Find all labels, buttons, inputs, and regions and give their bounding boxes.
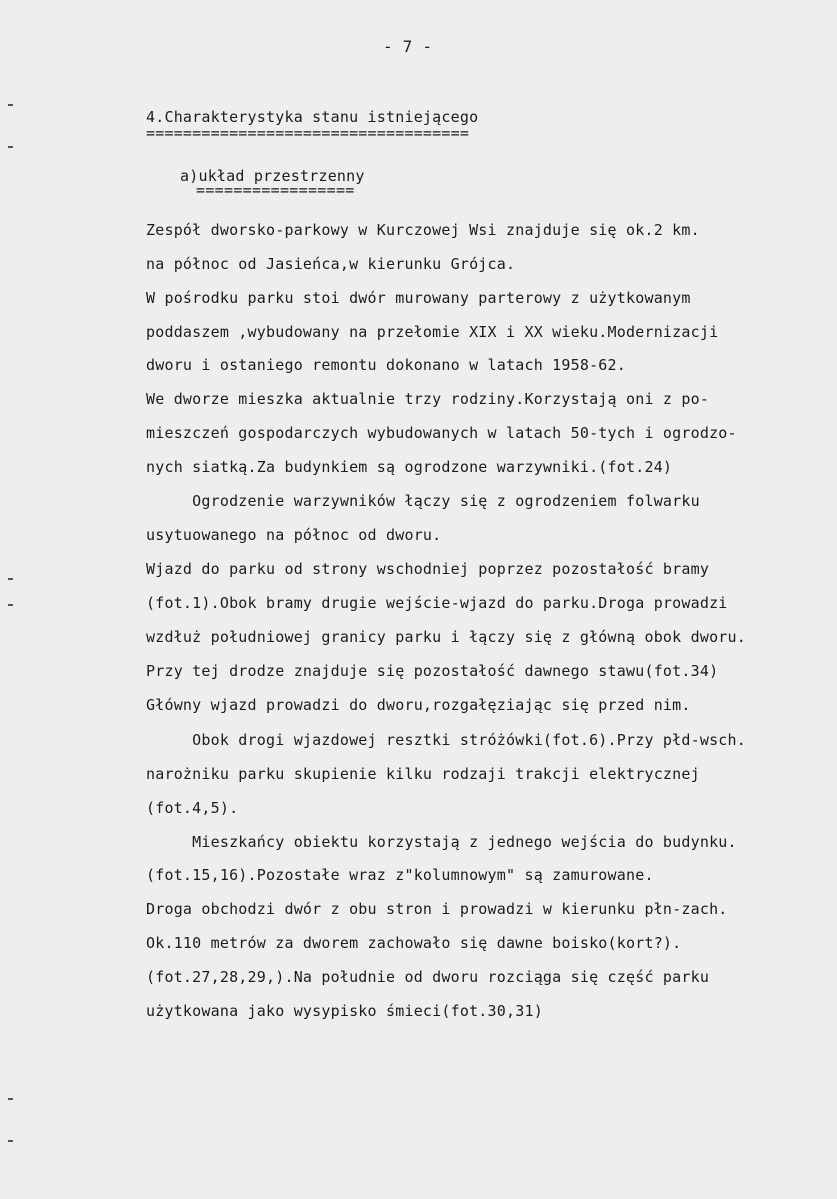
body-text-line: Przy tej drodze znajduje się pozostałość dawnego stawu(fot.34): [146, 662, 719, 680]
body-text-line: Główny wjazd prowadzi do dworu,rozgałęziając się przed nim.: [146, 696, 691, 714]
section-heading: 4.Charakterystyka stanu istniejącego: [146, 108, 479, 126]
margin-punch-mark: [8, 1140, 13, 1142]
margin-punch-mark: [8, 104, 13, 106]
margin-punch-mark: [8, 604, 13, 606]
margin-punch-mark: [8, 146, 13, 148]
body-text-line: narożniku parku skupienie kilku rodzaji trakcji elektrycznej: [146, 765, 700, 783]
subsection-heading-underline: =================: [196, 181, 355, 199]
subsection-heading: a)układ przestrzenny: [180, 167, 365, 185]
section-heading-underline: ===================================: [146, 124, 470, 142]
body-text-line: dworu i ostaniego remontu dokonano w latach 1958-62.: [146, 356, 626, 374]
margin-punch-mark: [8, 1098, 13, 1100]
body-text-line: użytkowana jako wysypisko śmieci(fot.30,31): [146, 1002, 543, 1020]
body-text-line: (fot.4,5).: [146, 799, 239, 817]
body-text-line: (fot.1).Obok bramy drugie wejście-wjazd do parku.Droga prowadzi: [146, 594, 728, 612]
body-text-line: usytuowanego na północ od dworu.: [146, 526, 442, 544]
body-text-line: wzdłuż południowej granicy parku i łączy się z główną obok dworu.: [146, 628, 746, 646]
body-text-line: mieszczeń gospodarczych wybudowanych w latach 50-tych i ogrodzo-: [146, 424, 737, 442]
body-text-line: (fot.27,28,29,).Na południe od dworu rozciąga się część parku: [146, 968, 710, 986]
body-text-line: Droga obchodzi dwór z obu stron i prowadzi w kierunku płn-zach.: [146, 900, 728, 918]
body-text-line: nych siatką.Za budynkiem są ogrodzone warzywniki.(fot.24): [146, 458, 673, 476]
body-text-line: Ogrodzenie warzywników łączy się z ogrodzeniem folwarku: [146, 492, 700, 510]
body-text-line: Ok.110 metrów za dworem zachowało się dawne boisko(kort?).: [146, 934, 682, 952]
body-text-line: (fot.15,16).Pozostałe wraz z"kolumnowym" są zamurowane.: [146, 866, 654, 884]
body-text-line: Zespół dworsko-parkowy w Kurczowej Wsi znajduje się ok.2 km.: [146, 221, 700, 239]
margin-punch-mark: [8, 578, 13, 580]
body-text-line: Wjazd do parku od strony wschodniej poprzez pozostałość bramy: [146, 560, 710, 578]
body-text-line: Obok drogi wjazdowej resztki stróżówki(fot.6).Przy płd-wsch.: [146, 731, 746, 749]
body-text-line: Mieszkańcy obiektu korzystają z jednego wejścia do budynku.: [146, 833, 737, 851]
body-text-line: W pośrodku parku stoi dwór murowany parterowy z użytkowanym: [146, 289, 691, 307]
body-text-line: We dworze mieszka aktualnie trzy rodziny.Korzystają oni z po-: [146, 390, 710, 408]
page-number: - 7 -: [383, 37, 433, 56]
body-text-line: na północ od Jasieńca,w kierunku Grójca.: [146, 255, 516, 273]
body-text-line: poddaszem ,wybudowany na przełomie XIX i XX wieku.Modernizacji: [146, 323, 719, 341]
